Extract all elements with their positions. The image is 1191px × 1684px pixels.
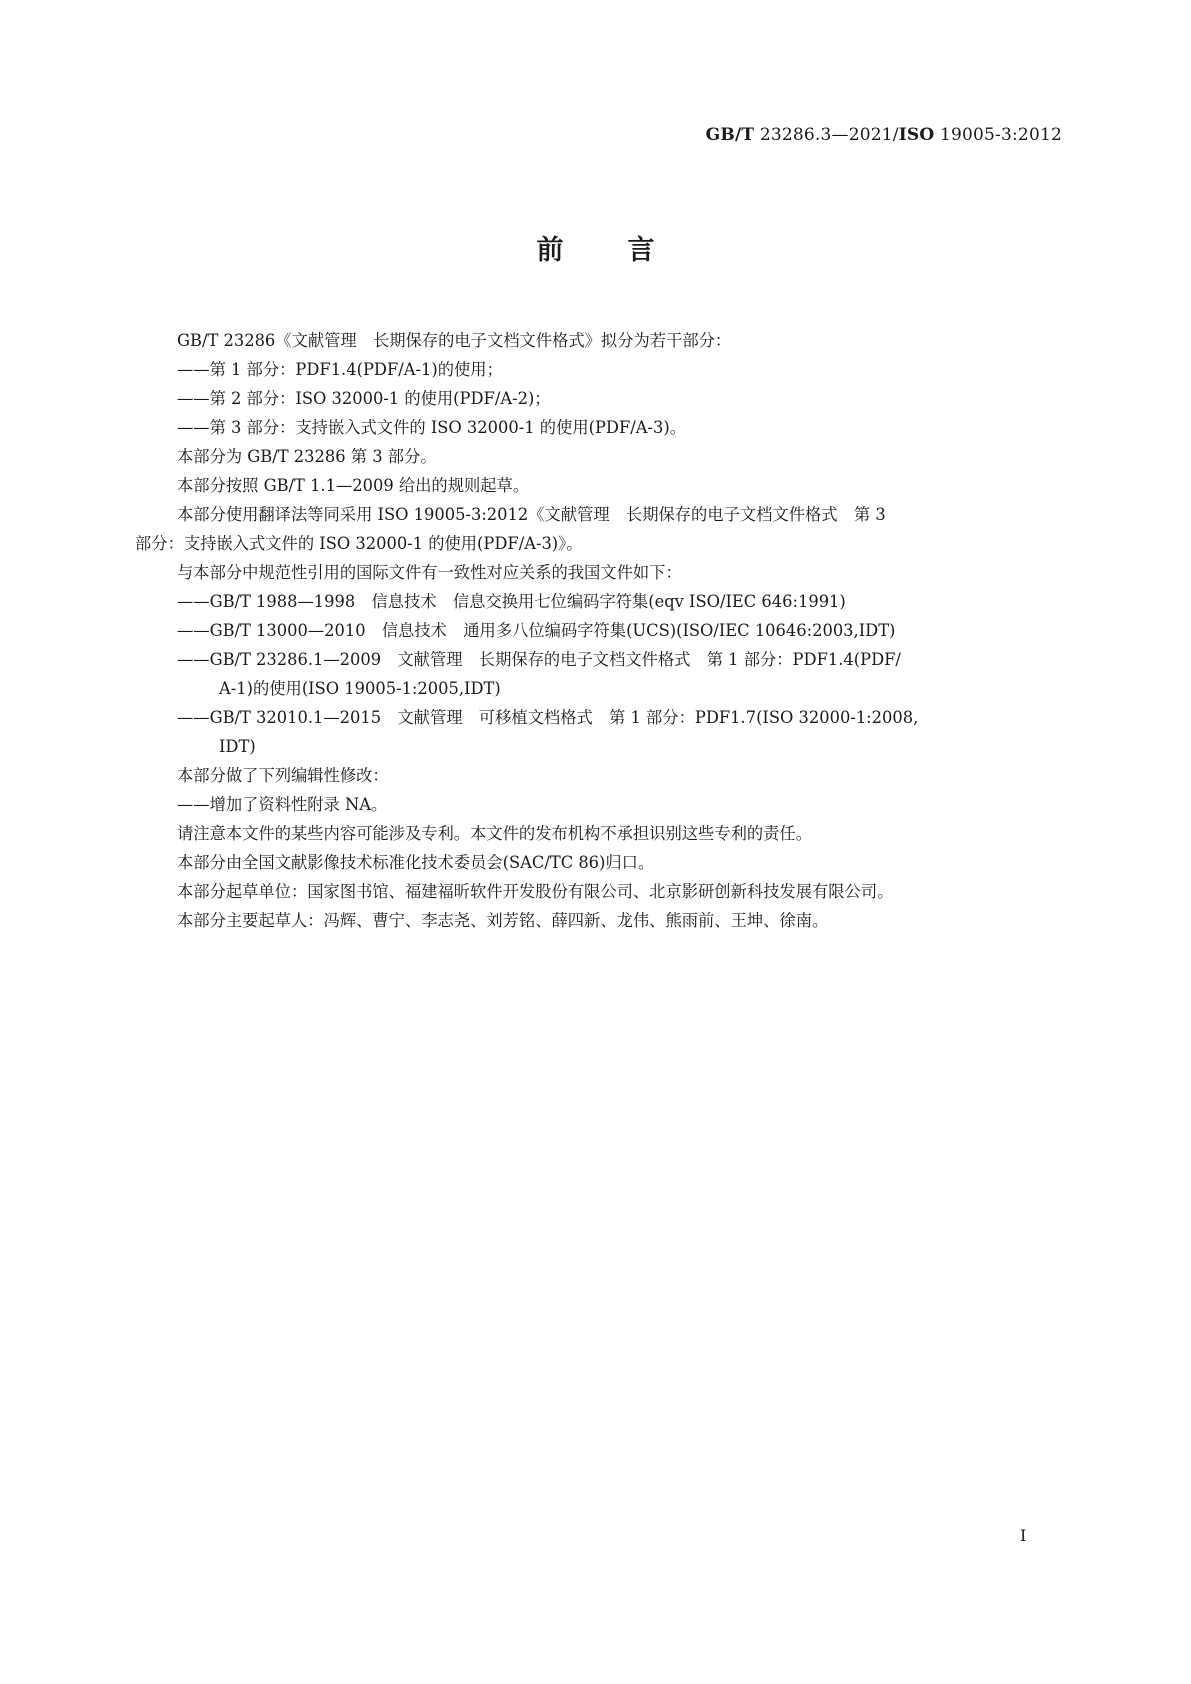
page-title (0, 228, 1191, 267)
iso-prefix: ISO (898, 125, 935, 145)
std-prefix: GB/T (705, 125, 755, 145)
standard-number-header (706, 125, 1062, 145)
paragraph-drafting-rules: 本部分按照 GB/T 1.1—2009 给出的规则起草。 (177, 476, 530, 495)
list-item-part-3: ——第 3 部分：支持嵌入式文件的 ISO 32000-1 的使用(PDF/A-3)。 (177, 418, 686, 437)
iso-number: 19005-3:2012 (939, 125, 1062, 145)
ref-item-gbt23286-1-cont: A-1)的使用(ISO 19005-1:2005,IDT) (219, 679, 501, 698)
ref-item-gbt13000: ——GB/T 13000—2010 信息技术 通用多八位编码字符集(UCS)(ISO/IEC 10646:2003,IDT) (177, 621, 896, 640)
list-item-part-1: ——第 1 部分：PDF1.4(PDF/A-1)的使用； (177, 360, 503, 379)
paragraph-drafting-units: 本部分起草单位：国家图书馆、福建福昕软件开发股份有限公司、北京影研创新科技发展有限公司。 (177, 882, 894, 901)
paragraph-patent-notice: 请注意本文件的某些内容可能涉及专利。本文件的发布机构不承担识别这些专利的责任。 (177, 824, 812, 843)
paragraph-drafters: 本部分主要起草人：冯辉、曹宁、李志尧、刘芳铭、薛四新、龙伟、熊雨前、王坤、徐南。 (177, 911, 829, 930)
title-char-1: 前 (536, 235, 564, 266)
intro-paragraph: GB/T 23286《文献管理 长期保存的电子文档文件格式》拟分为若干部分： (177, 331, 732, 350)
ref-item-gbt23286-1: ——GB/T 23286.1—2009 文献管理 长期保存的电子文档文件格式 第 1 部分：PDF1.4(PDF/ (177, 650, 901, 669)
foreword-body (135, 326, 1063, 935)
paragraph-committee: 本部分由全国文献影像技术标准化技术委员会(SAC/TC 86)归口。 (177, 853, 655, 872)
page-number: I (1020, 1526, 1027, 1545)
paragraph-part-scope: 本部分为 GB/T 23286 第 3 部分。 (177, 447, 437, 466)
paragraph-adoption: 本部分使用翻译法等同采用 ISO 19005-3:2012《文献管理 长期保存的电子文档文件格式 第 3 (177, 505, 886, 524)
paragraph-adoption-cont: 部分：支持嵌入式文件的 ISO 32000-1 的使用(PDF/A-3)》。 (135, 534, 583, 553)
std-number: 23286.3—2021/ (759, 125, 899, 145)
ref-item-gbt1988: ——GB/T 1988—1998 信息技术 信息交换用七位编码字符集(eqv ISO/IEC 646:1991) (177, 592, 846, 611)
paragraph-editorial-changes: 本部分做了下列编辑性修改： (177, 766, 389, 785)
paragraph-correspondence: 与本部分中规范性引用的国际文件有一致性对应关系的我国文件如下： (177, 563, 682, 582)
ref-item-gbt32010-1: ——GB/T 32010.1—2015 文献管理 可移植文档格式 第 1 部分：PDF1.7(ISO 32000-1:2008, (177, 708, 919, 727)
ref-item-gbt32010-1-cont: IDT) (219, 737, 256, 756)
title-char-2: 言 (627, 235, 655, 266)
list-item-annex-na: ——增加了资料性附录 NA。 (177, 795, 388, 814)
list-item-part-2: ——第 2 部分：ISO 32000-1 的使用(PDF/A-2)； (177, 389, 551, 408)
